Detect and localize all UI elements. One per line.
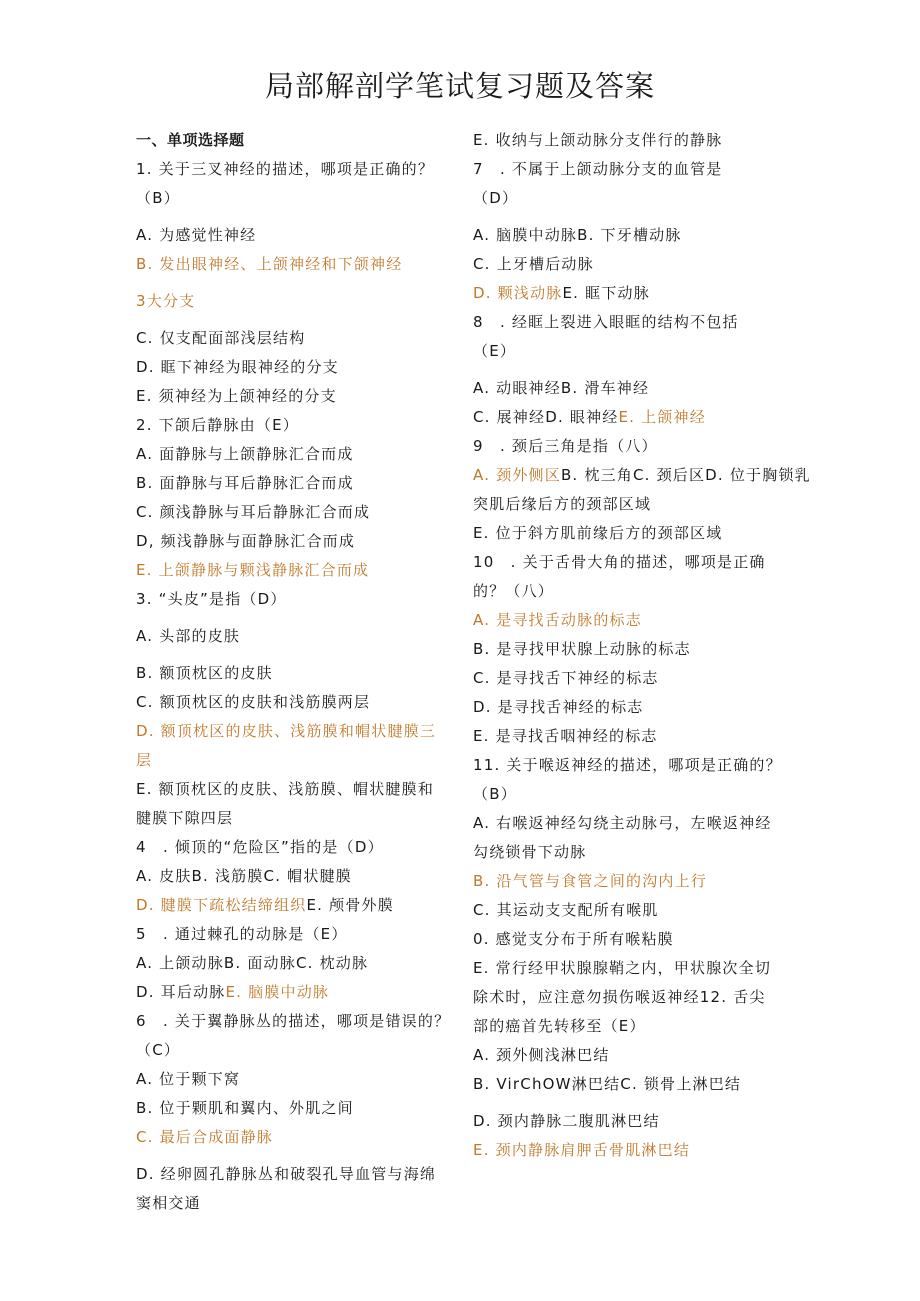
text-line xyxy=(136,717,454,746)
text-line xyxy=(473,925,793,954)
question-text: A. 位于颗下窝 xyxy=(136,1070,241,1088)
correct-answer-text: E. 颈内静脉肩胛舌骨肌淋巴结 xyxy=(473,1141,691,1159)
question-text: C. 是寻找舌下神经的标志 xyxy=(473,669,659,687)
correct-answer-text: E. 上颌神经 xyxy=(618,408,706,426)
question-text: 突肌后缘后方的颈部区域 xyxy=(473,495,652,513)
question-text: 7 . 不属于上颌动脉分支的血管是 xyxy=(473,160,723,178)
question-text: E. 须神经为上颌神经的分支 xyxy=(136,387,337,405)
text-line xyxy=(136,440,454,469)
text-line xyxy=(136,659,454,688)
text-line xyxy=(136,833,454,862)
text-line xyxy=(473,722,793,751)
question-text: A. 为感觉性神经 xyxy=(136,226,257,244)
text-line xyxy=(473,374,793,403)
text-line xyxy=(473,221,793,250)
text-line xyxy=(473,896,793,925)
question-text: D. 是寻找舌神经的标志 xyxy=(473,698,644,716)
question-text: 2. 下颌后静脉由（E） xyxy=(136,416,299,434)
question-text: 一、单项选择题 xyxy=(136,131,245,149)
question-text: D. 经卵圆孔静脉丛和破裂孔导血管与海绵 xyxy=(136,1165,437,1183)
question-text: C. 颜浅静脉与耳后静脉汇合而成 xyxy=(136,503,371,521)
correct-answer-text: B. 发出眼神经、上颌神经和下颌神经 xyxy=(136,255,403,273)
text-line xyxy=(473,250,793,279)
section-heading xyxy=(136,126,454,155)
text-line xyxy=(136,469,454,498)
text-line xyxy=(136,688,454,717)
text-line xyxy=(136,585,454,614)
text-line xyxy=(136,556,454,585)
text-line xyxy=(136,1036,454,1065)
text-line xyxy=(473,983,793,1012)
text-line xyxy=(473,780,793,809)
question-text: E. 额顶枕区的皮肤、浅筋膜、帽状腱膜和 xyxy=(136,780,435,798)
text-line xyxy=(473,809,793,838)
correct-answer-text: D. 额顶枕区的皮肤、浅筋膜和帽状腱膜三 xyxy=(136,722,437,740)
left-column xyxy=(136,126,454,1218)
question-text: 5 . 通过棘孔的动脉是（E） xyxy=(136,925,348,943)
text-line xyxy=(136,1189,454,1218)
question-text: 部的癌首先转移至（E） xyxy=(473,1017,646,1035)
text-line xyxy=(473,519,793,548)
right-column xyxy=(473,126,811,1165)
question-text: A. 颈外侧浅淋巴结 xyxy=(473,1046,610,1064)
text-line xyxy=(473,184,793,213)
question-text: A. 动眼神经B. 滑车神经 xyxy=(473,379,650,397)
page-title: 局部解剖学笔试复习题及答案 xyxy=(264,69,655,103)
question-text: C. 上牙槽后动脉 xyxy=(473,255,594,273)
correct-answer-text: A. 是寻找舌动脉的标志 xyxy=(473,611,642,629)
correct-answer-text: E. 上颌静脉与颗浅静脉汇合而成 xyxy=(136,561,370,579)
question-text: A. 皮肤B. 浅筋膜C. 帽状腱膜 xyxy=(136,867,352,885)
question-text: A. 脑膜中动脉B. 下牙槽动脉 xyxy=(473,226,682,244)
question-text: E. 位于斜方肌前缘后方的颈部区域 xyxy=(473,524,723,542)
question-text: 3. “头皮”是指（D） xyxy=(136,590,287,608)
text-line xyxy=(473,490,793,519)
question-text: 的？（八） xyxy=(473,582,555,600)
question-text: E. 收纳与上颌动脉分支伴行的静脉 xyxy=(473,131,723,149)
correct-answer-text: D. 颗浅动脉 xyxy=(473,284,563,302)
question-text: E. 颅骨外膜 xyxy=(306,896,394,914)
question-text: （B） xyxy=(136,189,180,207)
text-line xyxy=(136,527,454,556)
text-line xyxy=(473,1070,793,1099)
text-line xyxy=(473,126,793,155)
text-line xyxy=(473,751,793,780)
text-line xyxy=(136,862,454,891)
question-text: B. 枕三角C. 颈后区D. 位于胸锁乳 xyxy=(560,466,811,484)
question-text: D, 频浅静脉与面静脉汇合而成 xyxy=(136,532,356,550)
text-line xyxy=(473,577,793,606)
question-text: B. VirChOW淋巴结C. 锁骨上淋巴结 xyxy=(473,1075,742,1093)
text-line xyxy=(473,1012,793,1041)
question-text: 0. 感觉支分布于所有喉粘膜 xyxy=(473,930,674,948)
question-text: B. 位于颗肌和翼内、外肌之间 xyxy=(136,1099,354,1117)
question-text: （E） xyxy=(473,342,517,360)
question-text: 除术时，应注意勿损伤喉返神经12. 舌尖 xyxy=(473,988,766,1006)
question-text: 6 . 关于翼静脉丛的描述，哪项是错误的？ xyxy=(136,1012,451,1030)
question-text: 4 . 倾顶的“危险区”指的是（D） xyxy=(136,838,384,856)
correct-answer-text: D. 腱膜下疏松结缔组织 xyxy=(136,896,307,914)
text-line xyxy=(473,308,793,337)
text-line xyxy=(136,411,454,440)
text-line xyxy=(136,184,454,213)
text-line xyxy=(473,954,793,983)
text-line xyxy=(136,221,454,250)
question-text: 10 . 关于舌骨大角的描述，哪项是正确 xyxy=(473,553,766,571)
text-line xyxy=(473,337,793,366)
text-line xyxy=(136,978,454,1007)
question-text: E. 常行经甲状腺腺鞘之内，甲状腺次全切 xyxy=(473,959,772,977)
text-line xyxy=(136,891,454,920)
question-text: B. 是寻找甲状腺上动脉的标志 xyxy=(473,640,691,658)
correct-answer-text: 层 xyxy=(136,751,153,769)
text-line xyxy=(473,403,793,432)
question-text: A. 头部的皮肤 xyxy=(136,627,241,645)
correct-answer-text: A. 颈外侧区 xyxy=(473,466,561,484)
question-text: C. 仅支配面部浅层结构 xyxy=(136,329,306,347)
text-line xyxy=(136,287,454,316)
text-line xyxy=(473,838,793,867)
text-line xyxy=(136,622,454,651)
text-line xyxy=(473,461,811,490)
correct-answer-text: 3大分支 xyxy=(136,292,196,310)
text-line xyxy=(136,1123,454,1152)
question-text: B. 额顶枕区的皮肤 xyxy=(136,664,273,682)
correct-answer-text: C. 最后合成面静脉 xyxy=(136,1128,274,1146)
text-line xyxy=(136,382,454,411)
text-line xyxy=(473,279,793,308)
question-text: 9 . 颈后三角是指（八） xyxy=(473,437,658,455)
question-text: D. 颈内静脉二腹肌淋巴结 xyxy=(473,1112,660,1130)
question-text: D. 耳后动脉 xyxy=(136,983,226,1001)
text-line xyxy=(136,775,454,804)
question-text: C. 其运动支支配所有喉肌 xyxy=(473,901,659,919)
question-text: A. 上颌动脉B. 面动脉C. 枕动脉 xyxy=(136,954,369,972)
text-line xyxy=(473,635,793,664)
text-line xyxy=(136,498,454,527)
text-line xyxy=(136,1007,454,1036)
question-text: C. 展神经D. 眼神经 xyxy=(473,408,619,426)
text-line xyxy=(473,548,793,577)
text-line xyxy=(473,1041,793,1070)
text-line xyxy=(136,1094,454,1123)
correct-answer-text: B. 沿气管与食管之间的沟内上行 xyxy=(473,872,708,890)
question-text: 腱膜下隙四层 xyxy=(136,809,234,827)
text-line xyxy=(473,1136,793,1165)
question-text: （D） xyxy=(473,189,519,207)
question-text: （C） xyxy=(136,1041,181,1059)
text-line xyxy=(473,1107,793,1136)
text-line xyxy=(136,920,454,949)
text-line xyxy=(473,867,793,896)
text-line xyxy=(473,155,793,184)
text-line xyxy=(136,1160,454,1189)
question-text: C. 额顶枕区的皮肤和浅筋膜两层 xyxy=(136,693,371,711)
text-line xyxy=(473,432,793,461)
question-text: 8 . 经眶上裂进入眼眶的结构不包括 xyxy=(473,313,739,331)
question-text: 11. 关于喉返神经的描述，哪项是正确的？ xyxy=(473,756,782,774)
question-text: D. 眶下神经为眼神经的分支 xyxy=(136,358,339,376)
text-line xyxy=(473,664,793,693)
question-text: A. 右喉返神经勾绕主动脉弓，左喉返神经 xyxy=(473,814,772,832)
text-line xyxy=(136,250,454,279)
text-line xyxy=(136,949,454,978)
question-text: A. 面静脉与上颌静脉汇合而成 xyxy=(136,445,354,463)
text-line xyxy=(136,353,454,382)
text-line xyxy=(136,324,454,353)
text-line xyxy=(136,155,454,184)
text-line xyxy=(136,746,454,775)
question-text: E. 眶下动脉 xyxy=(562,284,650,302)
question-text: 窦相交通 xyxy=(136,1194,201,1212)
question-text: B. 面静脉与耳后静脉汇合而成 xyxy=(136,474,354,492)
text-line xyxy=(136,804,454,833)
text-line xyxy=(473,606,793,635)
text-line xyxy=(473,693,793,722)
correct-answer-text: E. 脑膜中动脉 xyxy=(225,983,330,1001)
question-text: （B） xyxy=(473,785,517,803)
question-text: 勾绕锁骨下动脉 xyxy=(473,843,587,861)
question-text: E. 是寻找舌咽神经的标志 xyxy=(473,727,658,745)
question-text: 1. 关于三叉神经的描述，哪项是正确的？ xyxy=(136,160,435,178)
text-line xyxy=(136,1065,454,1094)
